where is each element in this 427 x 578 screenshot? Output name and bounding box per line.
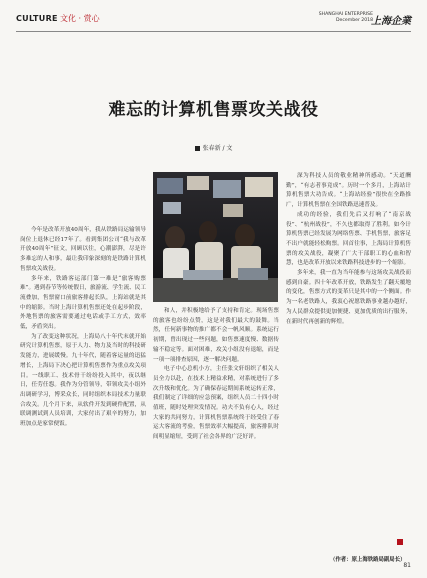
article-byline bbox=[0, 143, 427, 152]
magazine-header bbox=[16, 12, 411, 30]
article-column-2 bbox=[153, 307, 279, 443]
paragraph: 多年来，我一直为当年能参与这场攻关战役而感到自豪。四十年改革开放，铁路发生了翻天覆地的变化，售票方式的变革只是其中的一个侧面。作为一名老铁路人，我衷心祝愿铁路事业越办越好，为人民群众提供更加便捷、更加优质的出行服务，在新时代再创新的辉煌。 bbox=[286, 270, 411, 325]
paragraph: 和人，并积极地给予了支持和肯定。现场售票的旅客也纷纷点赞，这是对我们最大的鼓舞。当然，任何新事物的推广都不会一帆风顺。系统运行初期，曾出现过一些问题，如售票速度慢、数据传输不稳定等。面对困难，攻关小组没有退缩，而是一项一项排查原因，逐一解决问题。 bbox=[153, 308, 279, 363]
paragraph: 为了改变这种状况，上海局八十年代末就开始研究计算机售票，原于人力、物力及当时的科技研发能力，进展缓慢。九十年代，随着客运量的迅猛增长，上海局下决心把计算机售票作为重点攻关项目。一线职工、技术骨干纷纷投入其中，夜以继日，任劳任怨。我作为分管领导，带领攻关小组外出调研学习，博采众长，同时组织本局技术力量联合攻关。几个月下来，从软件开发到硬件配置，从联调测试到人员培训，大家付出了艰辛的努力，加班加点是家常便饭。 bbox=[20, 333, 146, 428]
magazine-name-line1: SHANGHAI ENTERPRISE bbox=[318, 12, 373, 17]
header-divider bbox=[16, 31, 411, 32]
section-label-en: CULTURE bbox=[16, 14, 58, 23]
paragraph: 多年来，铁路客运部门第一难是“旅客购票难”。遇到春节等传统假日，旅游流、学生流、民工流叠加，售票窗口前旅客排起长队，上海站就是其中的缩影。当时上海计算机售票还处在起步阶段，外地售票的旅客需要通过电话或手工方式，效率低，矛盾突出。 bbox=[20, 275, 146, 331]
paragraph: 成功的经验，我们先后又打响了“南京战役”、“杭州战役”，不久也都取得了胜利。如今计算机售票已经发展为网络售票、手机售票，旅客足不出户就能轻松购票。回首往事，上海局计算机售票的攻关战役，凝聚了广大干部职工的心血和智慧，也是改革开放以来铁路科技进步的一个缩影。 bbox=[286, 211, 411, 267]
byline-text: 张春新 / 文 bbox=[202, 145, 233, 152]
section-label-cn: 文化 · 赏心 bbox=[60, 14, 100, 23]
paragraph: 电子中心总机小方，主任张文轩组织了相关人员全力以赴，在技术上精益求精，对系统进行了多次升级和优化。为了确保春运期间系统运转正常，我们制定了详细的应急预案，组织人员二十四小时值班，随时处理突发情况。功夫不负有心人，经过大家的共同努力，计算机售票系统终于经受住了春运大客流的考验，售票效率大幅提高，旅客排队时间明显缩短，受到了社会各界的广泛好评。 bbox=[153, 366, 279, 441]
article-column-1 bbox=[20, 226, 146, 430]
article-title: 难忘的计算机售票攻关战役 bbox=[108, 100, 319, 120]
byline-square-icon bbox=[195, 146, 200, 151]
page-number: 81 bbox=[403, 562, 411, 569]
paragraph: 深为科技人员的敬业精神所感动。“天道酬勤”，“有志者事竟成”。历时一个多月，上海站计算机售票大功告成。“上海站经验”很快在全路推广，计算机售票在全国铁路迅速普及。 bbox=[286, 173, 411, 209]
article-end-mark bbox=[397, 539, 403, 545]
magazine-logo: 上海企業 bbox=[371, 16, 411, 27]
magazine-name bbox=[319, 12, 373, 24]
paragraph: 今年是改革开放40周年，我从铁路局运输领导岗位上退休已经17年了。看到集团公司“我与改革开放40周年”征文，回顾以往，心潮澎湃，尽是许多难忘的人和事，最让我印象深刻的是铁路计算机售票攻关战役。 bbox=[20, 227, 146, 272]
author-note: （作者：原上海铁路局副局长） bbox=[330, 557, 406, 563]
magazine-issue-date: December 2018 bbox=[336, 18, 373, 23]
ticket-office-photo-image bbox=[153, 172, 278, 302]
article-column-3 bbox=[286, 172, 411, 327]
article-photo bbox=[153, 172, 278, 302]
